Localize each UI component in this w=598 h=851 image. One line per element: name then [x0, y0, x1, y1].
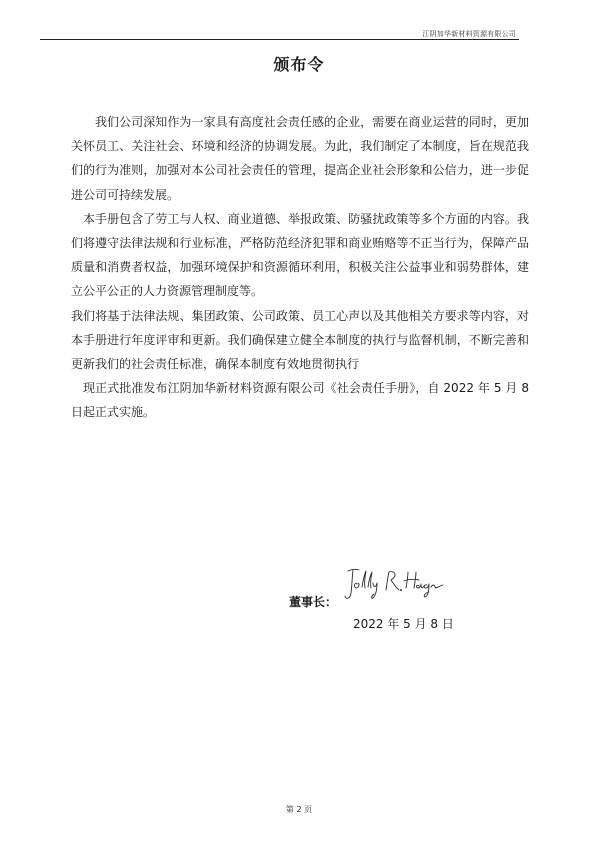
paragraph-scope: 本手册包含了劳工与人权、商业道德、举报政策、防骚扰政策等多个方面的内容。我们将遵守法律法规和行业标准，严格防范经济犯罪和商业贿赂等不正当行为，保障产品质量和消费者权益，加强环境保护和资源循环利用，积极关注公益事业和弱势群体，建立公平公正的人力资源管理制度等。	[71, 211, 529, 299]
paragraph-approval: 现正式批准发布江阴加华新材料资源有限公司《社会责任手册》，自 2022 年 5 月 8 日起正式实施。	[71, 381, 529, 420]
chairman-label: 董事长：	[289, 595, 338, 609]
page-title: 颁布令	[273, 55, 325, 74]
header-company-name: 江阴加华新材料资源有限公司	[422, 30, 516, 38]
paragraph-intro: 我们公司深知作为一家具有高度社会责任感的企业，需要在商业运营的同时，更加关怀员工、关注社会、环境和经济的协调发展。为此，我们制定了本制度，旨在规范我们的行为准则，加强对本公司社会责任的管理，提高企业社会形象和公信力，进一步促进公司可持续发展。	[71, 115, 529, 202]
handwritten-signature	[343, 566, 447, 604]
signature-date: 2022 年 5 月 8 日	[353, 617, 454, 631]
page-number: 第 2 页	[285, 805, 313, 814]
document-body	[71, 110, 529, 425]
paragraph-review: 我们将基于法律法规、集团政策、公司政策、员工心声以及其他相关方要求等内容，对本手册进行年度评审和更新。我们确保建立健全本制度的执行与监督机制，不断完善和更新我们的社会责任标准，确保本制度有效地贯彻执行	[71, 308, 529, 372]
header-divider	[40, 39, 519, 40]
